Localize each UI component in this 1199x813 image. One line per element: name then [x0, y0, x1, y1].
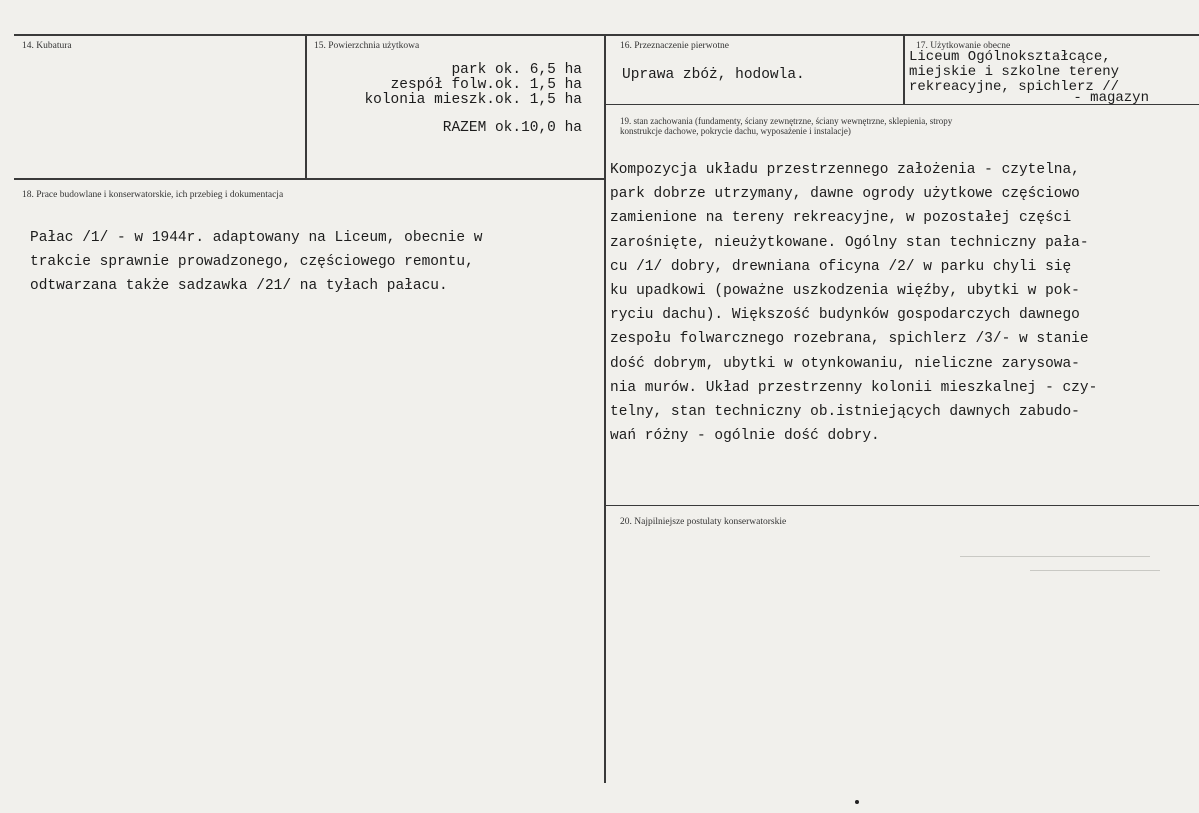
condition-line: zespołu folwarcznego rozebrana, spichlerz /3/- w stanie: [610, 331, 1089, 348]
condition-line: ryciu dachu). Większość budynków gospodarczych dawnego: [610, 307, 1080, 324]
row-divider-19-20: [605, 505, 1199, 506]
divider-14-15: [305, 35, 307, 178]
condition-line: wań różny - ogólnie dość dobry.: [610, 428, 880, 445]
condition-line: zamienione na tereny rekreacyjne, w pozostałej części: [610, 210, 1072, 227]
field-19-label-line: konstrukcje dachowe, pokrycie dachu, wyposażenie i instalacje): [620, 126, 851, 136]
field-19-label: [620, 116, 952, 136]
condition-line: dość dobrym, ubytki w otynkowaniu, nieliczne zarysowa-: [610, 355, 1080, 372]
construction-works-text: [30, 226, 482, 298]
usable-area-line: kolonia mieszk.ok. 1,5 ha: [364, 92, 582, 108]
construction-works-line: trakcie sprawnie prowadzonego, częściowego remontu,: [30, 254, 474, 270]
scan-smudge: [1030, 570, 1160, 571]
field-20-label: 20. Najpilniejsze postulaty konserwatorskie: [620, 517, 787, 527]
scan-dot: [855, 800, 859, 804]
divider-center: [604, 35, 606, 783]
condition-line: nia murów. Układ przestrzenny kolonii mieszkalnej - czy-: [610, 379, 1098, 396]
row-divider-left: [14, 178, 606, 180]
field-15-label: 15. Powierzchnia użytkowa: [314, 41, 420, 51]
divider-16-17: [903, 35, 905, 105]
condition-line: ku upadkowi (poważne uszkodzenia więźby, ubytki w pok-: [610, 283, 1080, 300]
condition-line: zarośnięte, nieużytkowane. Ogólny stan techniczny pała-: [610, 234, 1089, 251]
original-purpose-value: Uprawa zbóż, hodowla.: [622, 67, 805, 83]
usable-area-line: park ok. 6,5 ha: [451, 62, 582, 78]
condition-line: Kompozycja układu przestrzennego założenia - czytelna,: [610, 162, 1080, 178]
current-use-text: [909, 50, 1189, 106]
condition-line: telny, stan techniczny ob.istniejących dawnych zabudo-: [610, 404, 1080, 421]
condition-line: park dobrze utrzymany, dawne ogrody użytkowe częściowo: [610, 186, 1080, 203]
usable-area-total: RAZEM ok.10,0 ha: [442, 120, 582, 136]
field-16-label: 16. Przeznaczenie pierwotne: [620, 41, 729, 51]
construction-works-line: odtwarzana także sadzawka /21/ na tyłach pałacu.: [30, 278, 448, 294]
construction-works-line: Pałac /1/ - w 1944r. adaptowany na Liceum, obecnie w: [30, 230, 483, 246]
field-14-label: 14. Kubatura: [22, 41, 72, 51]
top-border: [14, 34, 1199, 36]
condition-text: [610, 158, 1097, 448]
field-17-label: 17. Użytkowanie obecne: [916, 41, 1011, 51]
condition-line: cu /1/ dobry, drewniana oficyna /2/ w parku chyli się: [610, 258, 1072, 275]
current-use-line: - magazyn: [1073, 90, 1149, 106]
scan-smudge: [960, 556, 1150, 557]
usable-area-line: zespół folw.ok. 1,5 ha: [390, 77, 582, 93]
current-use-line: Liceum Ogólnokształcące,: [909, 49, 1111, 65]
field-18-label: 18. Prace budowlane i konserwatorskie, ich przebieg i dokumentacja: [22, 190, 284, 200]
current-use-line: rekreacyjne, spichlerz //: [909, 79, 1120, 95]
usable-area-list: [310, 63, 582, 108]
current-use-line: miejskie i szkolne tereny: [909, 64, 1120, 80]
field-19-label-line: 19. stan zachowania (fundamenty, ściany zewnętrzne, ściany wewnętrzne, sklepienia, stropy: [620, 116, 953, 126]
